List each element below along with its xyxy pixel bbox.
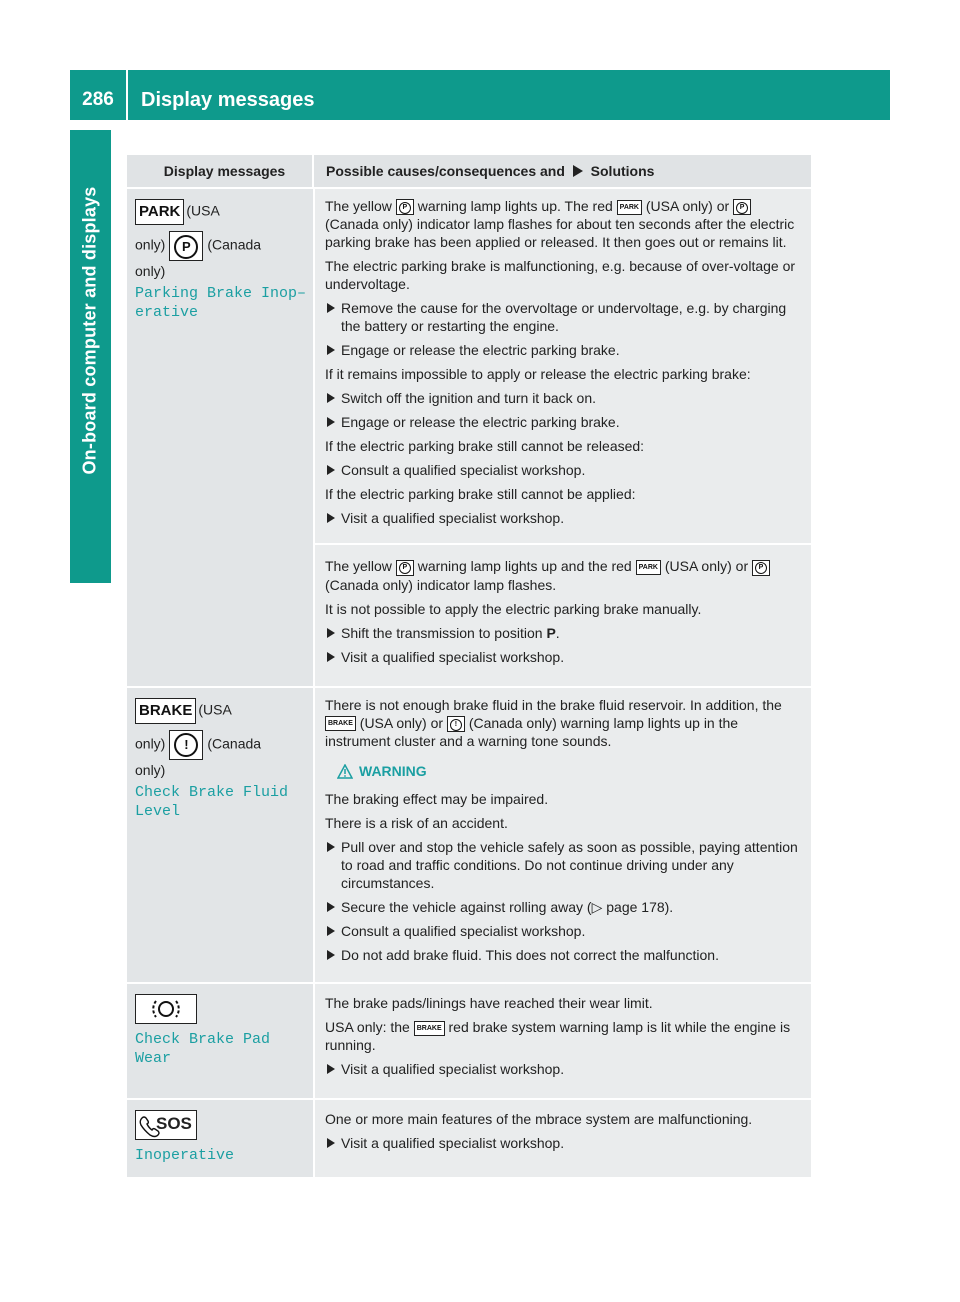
p-icon: P [396,560,414,576]
col-header-messages: Display messages [163,163,286,179]
page-ref-arrow-icon: ▷ [591,898,603,915]
p-icon: P [396,199,414,215]
brake-pad-wear-icon [135,994,197,1024]
park-icon: PARK [135,199,184,225]
message-cell [127,984,313,1098]
brake-warning-icon: ! [447,716,465,732]
park-icon: PARK [617,200,642,215]
parking-brake-p-icon: P [169,231,203,261]
message-text: Inoperative [135,1146,235,1164]
message-text: Check Brake Pad Wear [135,1030,271,1067]
message-text: Parking Brake Inop– erative [135,285,307,321]
brake-warning-icon: ! [169,730,203,760]
table-row-brake-pad [127,982,811,1098]
brake-icon: BRAKE [135,698,196,724]
brake-icon: BRAKE [325,716,356,731]
causes-cell: There is not enough brake fluid in the brake fluid reservoir. In addition, the BRAKE (USA only) or ! (Canada only) warning lamp lights up in the instrument cluster and a warning tone sounds. WARNING The braking effect may be impaired. There is a risk of an accident. Pull over and stop the vehicle safely as soon as possible, paying attention to road and traffic conditions. Do not continue driving under any circumstances. Secure the vehicle against rolling away (▷ page 178). Consult a qualified specialist workshop. Do not add brake fluid. This does not correct the malfunction. [313,688,811,982]
causes-cell: The yellow P warning lamp lights up. The red PARK (USA only) or P (Canada only) indicator lamp flashes for about ten seconds after the electric parking brake has been applied or released. It then goes out or remains lit. The electric parking brake is malfunctioning, e.g. because of over-voltage or undervoltage. Remove the cause for the overvoltage or undervoltage, e.g. by charging the battery or restarting the engine. Engage or release the electric parking brake. If it remains impossible to apply or release the electric parking brake: Switch off the ignition and turn it back on. Engage or release the electric parking brake. If the electric parking brake still cannot be released: Consult a qualified specialist workshop. If the electric parking brake still cannot be applied: Visit a qualified specialist workshop. [313,189,811,543]
message-text: Check Brake Fluid Level [135,783,289,820]
park-icon: PARK [636,560,661,575]
p-icon: P [733,199,751,215]
table-row-parking-brake [127,187,811,686]
brake-icon: BRAKE [414,1021,445,1036]
causes-cell-2: The yellow P warning lamp lights up and the red PARK (USA only) or P (Canada only) indicator lamp flashes. It is not possible to apply the electric parking brake manually. Shift the transmission to position P. Visit a qualified specialist workshop. [313,543,811,685]
display-messages-table [127,155,811,1177]
col-header-causes: Possible causes/consequences and Solutions [312,155,811,187]
warning-triangle-icon [337,764,353,779]
warning-heading: WARNING [337,762,803,780]
message-cell: BRAKE (USA only) ! (Canada only) Check Brake Fluid Level [127,688,313,982]
arrow-right-icon [572,165,584,177]
side-tab-label-wrap [70,130,111,530]
side-tab-label: On-board computer and displays [80,185,101,475]
causes-cell: One or more main features of the mbrace system are malfunctioning. Visit a qualified specialist workshop. [313,1100,811,1177]
page-number: 286 [70,70,128,120]
sos-phone-icon: SOS [135,1110,197,1140]
table-row-brake-fluid [127,686,811,982]
table-row-sos [127,1098,811,1177]
message-cell: PARK (USA only) P (Canada only) Parking Brake Inop– erative [127,189,313,686]
table-header [127,155,811,187]
message-cell [127,1100,313,1177]
page-title: Display messages [141,89,315,111]
causes-cell: The brake pads/linings have reached their wear limit. USA only: the BRAKE red brake system warning lamp is lit while the engine is running. Visit a qualified specialist workshop. [313,984,811,1098]
p-icon: P [752,560,770,576]
